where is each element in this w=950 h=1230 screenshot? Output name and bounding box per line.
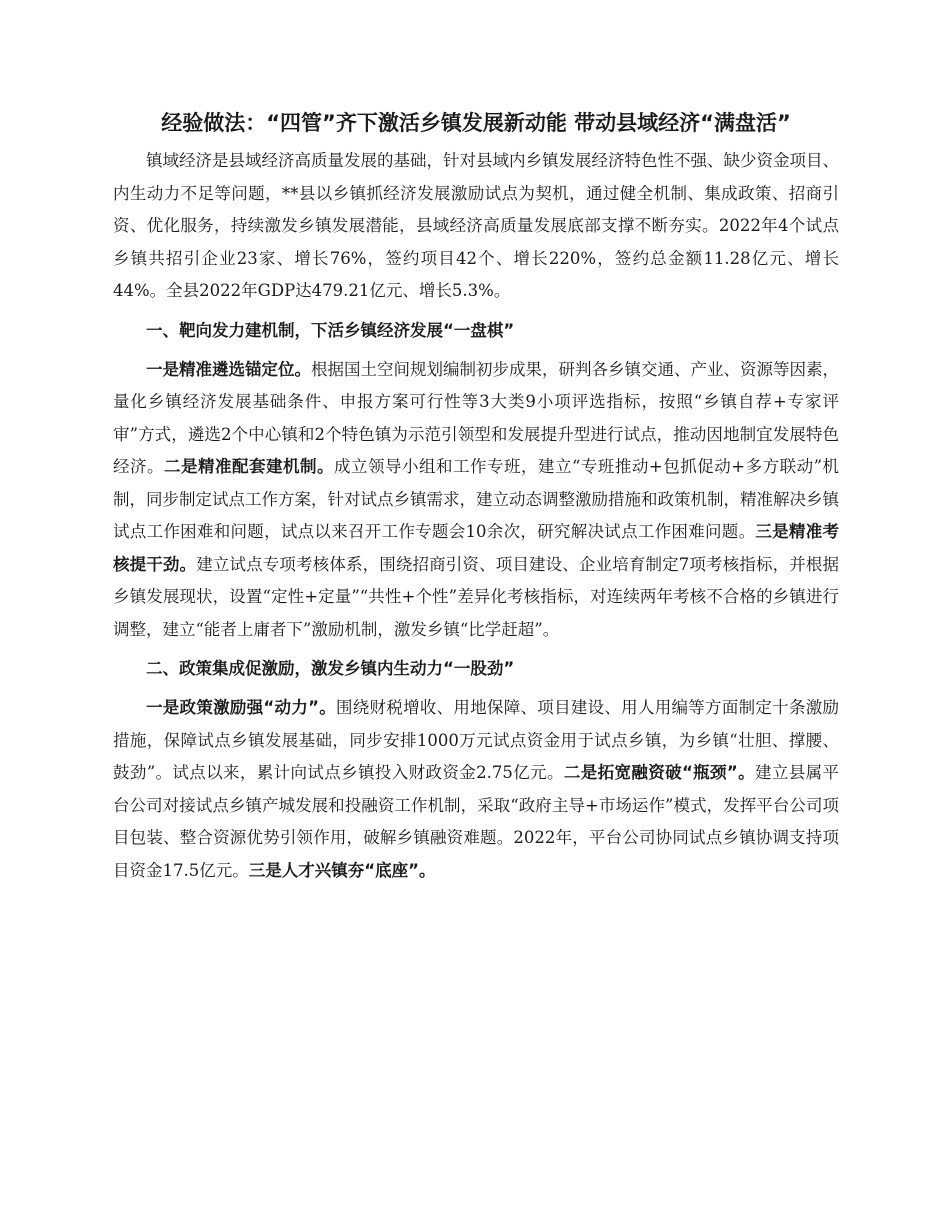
section-1-text-3: 建立试点专项考核体系，围绕招商引资、项目建设、企业培育制定7项考核指标，并根据乡镇发展现状，设置“定性+定量”“共性+个性”差异化考核指标，对连续两年考核不合格的乡镇进行调整，建立“能者上庸者下”激励机制，激发乡镇“比学赶超”。 xyxy=(113,554,840,639)
section-2-paragraph xyxy=(113,692,839,887)
section-1-heading: 一、靶向发力建机制，下活乡镇经济发展“一盘棋” xyxy=(146,320,515,340)
document-title: 经验做法：“四管”齐下激活乡镇发展新动能 带动县域经济“满盘活” xyxy=(161,111,791,135)
section-2-lead-3: 三是人才兴镇夯“底座”。 xyxy=(248,860,436,880)
section-1-text-2: 成立领导小组和工作专班，建立“专班推动+包抓促动+多方联动”机制，同步制定试点工作方案，针对试点乡镇需求，建立动态调整激励措施和政策机制，精准解决乡镇试点工作困难和问题，试点以来召开工作专题会10余次，研究解决试点工作困难问题。 xyxy=(113,457,839,541)
section-1-paragraph xyxy=(113,354,839,647)
intro-paragraph: 镇域经济是县域经济高质量发展的基础，针对县域内乡镇发展经济特色性不强、缺少资金项目、内生动力不足等问题，**县以乡镇抓经济发展激励试点为契机，通过健全机制、集成政策、招商引资、优化服务，持续激发乡镇发展潜能，县域经济高质量发展底部支撑不断夯实。2022年4个试点乡镇共招引企业23家、增长76%，签约项目42个、增长220%，签约总金额11.28亿元、增长44%。全县2022年GDP达479.21亿元、增长5.3%。 xyxy=(113,151,839,300)
section-2-lead-1: 一是政策激励强“动力”。 xyxy=(146,698,336,717)
section-2-heading: 二、政策集成促激励，激发乡镇内生动力“一股劲” xyxy=(146,659,515,678)
section-1-lead-2: 二是精准配套建机制。 xyxy=(164,457,334,476)
document-page xyxy=(113,108,839,887)
section-2-text-2: 建立县属平台公司对接试点乡镇产城发展和投融资工作机制，采取“政府主导+市场运作”模式，发挥平台公司项目包装、整合资源优势引领作用，破解乡镇融资难题。2022年，平台公司协同试点乡镇协调支持项目资金17.5亿元。 xyxy=(113,763,839,880)
section-1-lead-1: 一是精准遴选锚定位。 xyxy=(146,359,311,379)
section-1-lead-3: 三是精准考核提干劲。 xyxy=(113,522,840,574)
section-1-text-1: 根据国土空间规划编制初步成果，研判各乡镇交通、产业、资源等因素，量化乡镇经济发展基础条件、申报方案可行性等3大类9小项评选指标，按照“乡镇自荐+专家评审”方式，遴选2个中心镇和2个特色镇为示范引领型和发展提升型进行试点，推动因地制宜发展特色经济。 xyxy=(113,359,839,476)
section-2-lead-2: 二是拓宽融资破“瓶颈”。 xyxy=(563,763,755,782)
section-2-text-1: 围绕财税增收、用地保障、项目建设、用人用编等方面制定十条激励措施，保障试点乡镇发展基础，同步安排1000万元试点资金用于试点乡镇，为乡镇“壮胆、撑腰、鼓劲”。试点以来，累计向试点乡镇投入财政资金2.75亿元。 xyxy=(113,698,839,782)
